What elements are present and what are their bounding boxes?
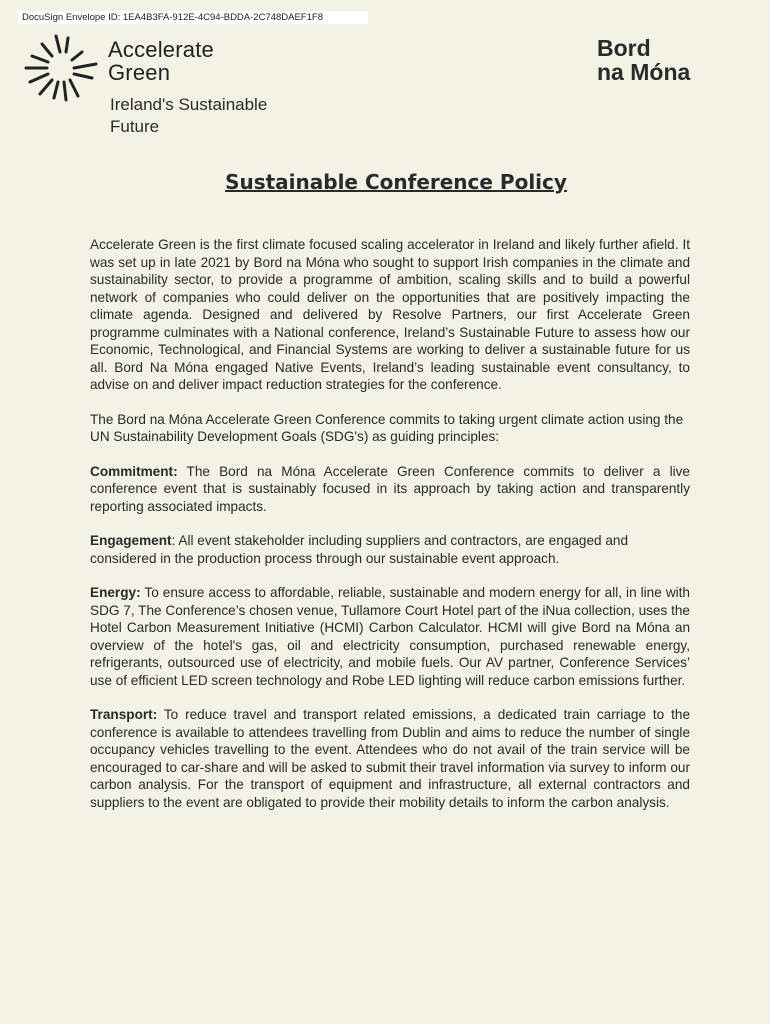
commits-paragraph: The Bord na Móna Accelerate Green Conference commits to taking urgent climate action using the UN Sustainability Development Goals (SDG's) as guiding principles: xyxy=(90,411,684,444)
commitment-label: Commitment: xyxy=(90,463,178,479)
engagement-label: Engagement xyxy=(90,533,172,548)
accelerate-green-logo xyxy=(22,34,282,144)
sunburst-icon xyxy=(22,34,102,104)
commitment-text: The Bord na Móna Accelerate Green Conference commits to deliver a live conference event that is sustainably focused in its approach by taking action and transparently reporting associated impacts. xyxy=(90,463,690,514)
logo-word-green: Green xyxy=(108,60,171,85)
transport-paragraph xyxy=(90,706,690,811)
logo-word-na-mona: na Móna xyxy=(597,59,691,85)
document-body xyxy=(90,236,690,828)
energy-paragraph xyxy=(90,584,690,689)
docusign-envelope-id: DocuSign Envelope ID: 1EA4B3FA-912E-4C94-BDDA-2C748DAEF1F8 xyxy=(18,11,368,24)
engagement-paragraph xyxy=(90,532,690,567)
transport-label: Transport: xyxy=(90,707,158,722)
transport-text: To reduce travel and transport related emissions, a dedicated train carriage to the conference is available to attendees travelling from Dublin and aims to reduce the number of single occupancy vehicles travelling to the event. Attendees who do not avail of the train service will be encouraged to car-share and will be asked to submit their travel information via survey to inform our carbon analysis. For the transport of equipment and infrastructure, all external contractors and suppliers to the event are obligated to provide their mobility details to inform the carbon analysis. xyxy=(90,707,690,810)
energy-text: To ensure access to affordable, reliable, sustainable and modern energy for all, in line with SDG 7, The Conference’s chosen venue, Tullamore Court Hotel part of the iNua collection, uses the Hotel Carbon Measurement Initiative (HCMI) Carbon Calculator. HCMI will give Bord na Móna an overview of the hotel's gas, oil and electricity consumption, purchased renewable energy, refrigerants, outsourced use of electricity, and mobile fuels. Our AV partner, Conference Services’ use of efficient LED screen technology and Robe LED lighting will reduce carbon emissions further. xyxy=(90,585,690,688)
page-title: Sustainable Conference Policy xyxy=(225,170,567,194)
intro-paragraph: Accelerate Green is the first climate focused scaling accelerator in Ireland and likely further afield. It was set up in late 2021 by Bord na Móna who sought to support Irish companies in the climate and sustainability sector, to provide a programme of ambition, scaling skills and to build a powerful network of companies who could deliver on the opportunities that are positively impacting the climate agenda. Designed and delivered by Resolve Partners, our first Accelerate Green programme culminates with a National conference, Ireland’s Sustainable Future to assess how our Economic, Technological, and Financial Systems are working to deliver a sustainable future for us all. Bord Na Móna engaged Native Events, Ireland’s leading sustainable event consultancy, to advise on and deliver impact reduction strategies for the conference. xyxy=(90,237,690,392)
logo-tagline-line1: Ireland's Sustainable xyxy=(110,95,268,114)
logo-word-bord: Bord xyxy=(597,35,651,61)
logo-tagline-line2: Future xyxy=(110,117,160,136)
logo-word-accelerate: Accelerate xyxy=(108,37,214,62)
bord-na-mona-logo xyxy=(597,36,690,84)
energy-label: Energy: xyxy=(90,585,141,600)
commitment-paragraph xyxy=(90,463,690,516)
engagement-text: : All event stakeholder including suppliers and contractors, are engaged and considered in the production process through our sustainable event approach. xyxy=(90,533,629,566)
